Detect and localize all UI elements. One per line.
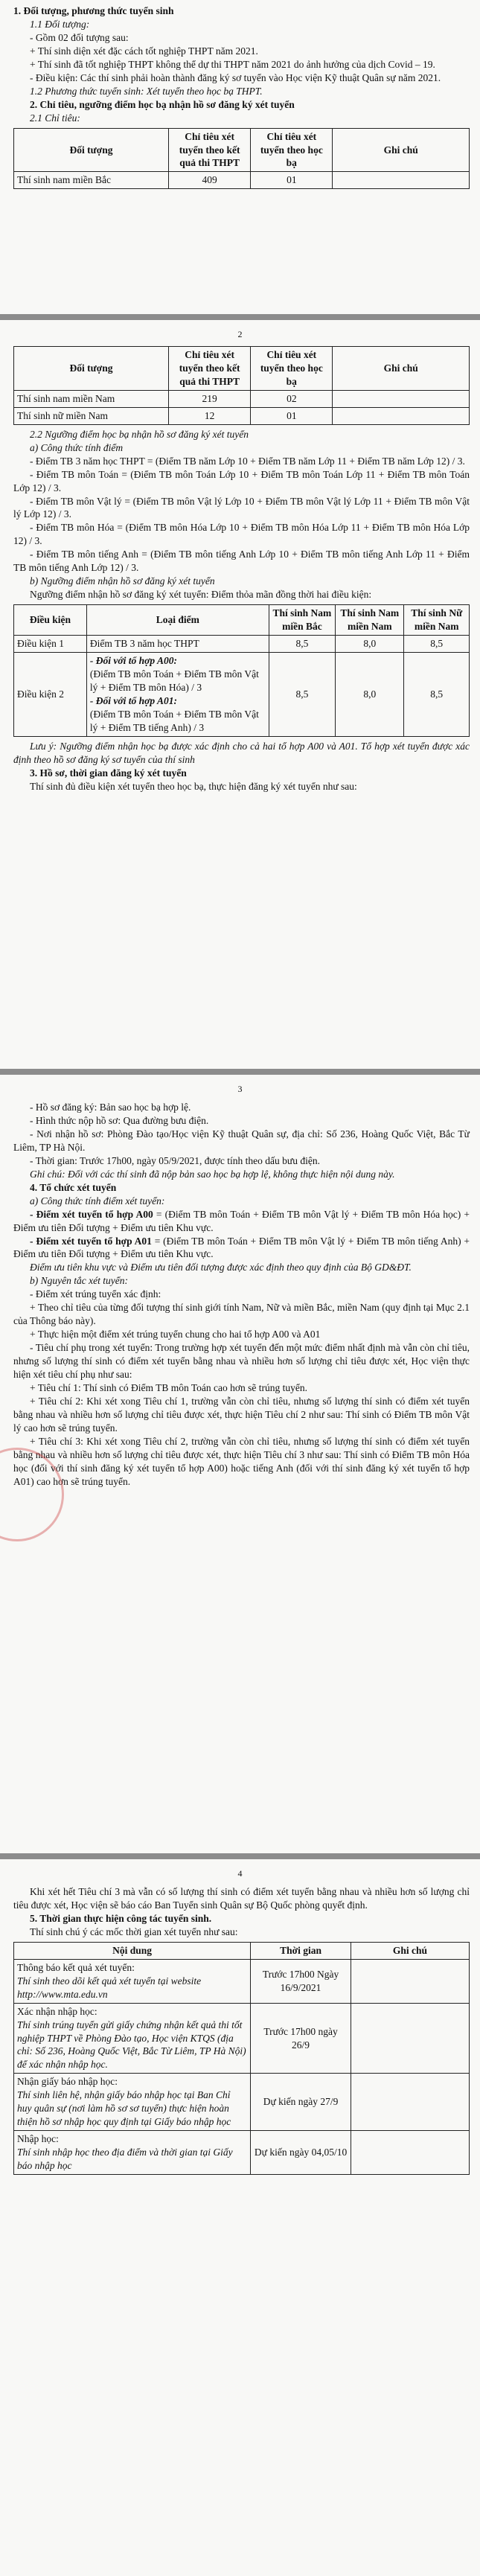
section-heading: 3. Hồ sơ, thời gian đăng ký xét tuyển	[30, 767, 187, 779]
section-heading: 4. Tổ chức xét tuyển	[30, 1181, 117, 1193]
table-header-row	[14, 605, 470, 636]
paragraph: - Điểm TB môn Toán = (Điểm TB môn Toán Lớp 10 + Điểm TB môn Toán Lớp 11 + Điểm TB môn Toán Lớp 12) / 3.	[13, 468, 470, 493]
table-cell	[333, 390, 470, 407]
table-cell: 12	[169, 407, 251, 424]
page-number: 4	[237, 1868, 243, 1879]
paragraph: Thí sinh chú ý các mốc thời gian xét tuyển như sau:	[30, 1925, 238, 1937]
subheading: a) Công thức tính điểm	[30, 441, 124, 453]
subheading: 2.2 Ngưỡng điểm học bạ nhận hồ sơ đăng ký xét tuyển	[30, 428, 249, 440]
paragraph: - Điểm TB môn tiếng Anh = (Điểm TB môn tiếng Anh Lớp 10 + Điểm TB môn tiếng Anh Lớp 11 + Điểm TB môn tiếng Anh Lớp 12) / 3.	[13, 549, 470, 574]
table-cell: Trước 17h00 Ngày 16/9/2021	[251, 1959, 351, 2003]
row-desc: Thí sinh liên hệ, nhận giấy báo nhập học tại Ban Chỉ huy quân sự (nơi làm hồ sơ sơ tuyển) thực hiện hoàn thiện hồ sơ nhập học quy định tại Giấy báo nhập học	[17, 2089, 231, 2128]
table-header: Chỉ tiêu xét tuyển theo học bạ	[251, 347, 333, 391]
paragraph: - Điều kiện: Các thí sinh phải hoàn thành đăng ký sơ tuyển vào Học viện Kỹ thuật Quân sự năm 2021.	[30, 71, 441, 83]
table-cell: 219	[169, 390, 251, 407]
formula-text: = (Điểm TB môn Toán + Điểm TB môn Vật lý + Điểm TB môn Hóa học) + Điểm ưu tiên Đối tượng + Điểm ưu tiên Khu vực.	[13, 1208, 470, 1233]
table-cell: Dự kiến ngày 27/9	[251, 2074, 351, 2131]
table-cell: Điều kiện 1	[14, 636, 87, 653]
paragraph: - Gồm 02 đối tượng sau:	[30, 31, 129, 43]
table-cell: 8,5	[269, 636, 335, 653]
table-cell	[333, 407, 470, 424]
table-cell: 409	[169, 172, 251, 189]
paragraph: Điểm ưu tiên khu vực và Điểm ưu tiên đối tượng được xác định theo quy định của Bộ GD&ĐT.	[30, 1262, 412, 1273]
table-header: Đối tượng	[14, 347, 169, 391]
subheading: a) Công thức tính điểm xét tuyển:	[30, 1195, 165, 1206]
paragraph: + Tiêu chí 3: Khi xét xong Tiêu chí 2, trường vẫn còn chỉ tiêu, nhưng số lượng thí sinh có điểm xét tuyển bằng nhau và nhiều hơn số lượng chỉ tiêu được xét, thực hiện Tiêu chí 3 như sau: Thí sinh có Điểm TB môn Hóa học (đối với thí sinh đăng ký xét tuyển tổ hợp A00) hoặc tiếng Anh (đối với thí sinh đăng ký xét tuyển tổ hợp A01) cao hơn sẽ trúng tuyển.	[13, 1435, 470, 1487]
table-cell: Thí sinh nữ miền Nam	[14, 407, 169, 424]
section-heading: 1. Đối tượng, phương thức tuyển sinh	[13, 5, 174, 16]
table-row	[14, 2003, 470, 2074]
table-header: Thí sinh Nữ miền Nam	[404, 605, 470, 636]
schedule-table	[13, 1942, 470, 2175]
table-cell: 01	[251, 172, 333, 189]
page-3	[0, 1075, 480, 1853]
table-header: Chỉ tiêu xét tuyển theo kết quả thi THPT	[169, 128, 251, 172]
paragraph: + Thí sinh đã tốt nghiệp THPT không thể dự thi THPT năm 2021 do ảnh hưởng của dịch Covid – 19.	[30, 58, 435, 70]
row-desc: Thí sinh nhập học theo địa điểm và thời gian tại Giấy báo nhập học	[17, 2147, 233, 2172]
row-title: Nhận giấy báo nhập học:	[17, 2076, 118, 2088]
paragraph: 1.2 Phương thức tuyển sinh: Xét tuyển theo học bạ THPT.	[30, 85, 263, 97]
table-header: Loại điểm	[86, 605, 269, 636]
paragraph: + Tiêu chí 2: Khi xét xong Tiêu chí 1, trường vẫn còn chỉ tiêu, nhưng số lượng thí sinh có điểm xét tuyển bằng nhau và nhiều hơn số lượng chỉ tiêu được xét, thực hiện Tiêu chí 2 như sau: Thí sinh có Điểm TB môn Vật lý cao hơn sẽ trúng tuyển.	[13, 1395, 470, 1434]
note: Lưu ý: Ngưỡng điểm nhận học bạ được xác định cho cả hai tổ hợp A00 và A01. Tổ hợp xét tuyển được xác định theo hồ sơ đăng ký sơ tuyển của thí sinh	[13, 740, 470, 765]
table-row	[14, 390, 470, 407]
table-cell: 8,5	[269, 653, 335, 737]
table-cell: 8,0	[336, 636, 404, 653]
table-header-row	[14, 1942, 470, 1959]
paragraph: - Điểm TB môn Vật lý = (Điểm TB môn Vật lý Lớp 10 + Điểm TB môn Vật lý Lớp 11 + Điểm TB môn Vật lý Lớp 12) / 3.	[13, 495, 470, 520]
table-header-row	[14, 347, 470, 391]
quota-table	[13, 346, 470, 425]
table-cell: 8,5	[404, 653, 470, 737]
table-header: Thí sinh Nam miền Bắc	[269, 605, 335, 636]
row-title: Nhập học:	[17, 2133, 59, 2145]
page-number: 2	[237, 329, 243, 339]
page-4	[0, 1859, 480, 2576]
table-row	[14, 2131, 470, 2175]
table-cell	[333, 172, 470, 189]
table-header: Ghi chú	[351, 1942, 469, 1959]
subheading: 2.1 Chỉ tiêu:	[30, 112, 80, 124]
table-row	[14, 1959, 470, 2003]
table-cell	[86, 653, 269, 737]
formula-label: - Điểm xét tuyển tổ hợp A00	[30, 1208, 153, 1220]
table-row	[14, 653, 470, 737]
table-cell	[351, 1959, 469, 2003]
table-row	[14, 172, 470, 189]
table-header: Chỉ tiêu xét tuyển theo học bạ	[251, 128, 333, 172]
table-cell: Thí sinh nam miền Nam	[14, 390, 169, 407]
table-cell	[351, 2074, 469, 2131]
table-cell	[14, 2074, 251, 2131]
threshold-table	[13, 604, 470, 737]
cell-text: (Điểm TB môn Toán + Điểm TB môn Vật lý + Điểm TB tiếng Anh) / 3	[89, 708, 259, 733]
paragraph: + Tiêu chí 1: Thí sinh có Điểm TB môn Toán cao hơn sẽ trúng tuyển.	[30, 1382, 308, 1394]
formula	[13, 1235, 470, 1262]
table-header: Thời gian	[251, 1942, 351, 1959]
table-row	[14, 636, 470, 653]
cell-subheading: - Đối với tổ hợp A00:	[89, 655, 178, 667]
formula	[13, 1208, 470, 1235]
cell-subheading: - Đối với tổ hợp A01:	[89, 694, 178, 706]
formula-label: - Điểm xét tuyển tổ hợp A01	[30, 1235, 152, 1247]
paragraph: Khi xét hết Tiêu chí 3 mà vẫn có số lượng thí sinh có điểm xét tuyển bằng nhau và nhiều hơn số lượng chỉ tiêu được xét, Học viện sẽ báo cáo Ban Tuyển sinh Quân sự Bộ Quốc phòng quyết định.	[13, 1886, 470, 1911]
paragraph: + Theo chỉ tiêu của từng đối tượng thí sinh giới tính Nam, Nữ và miền Bắc, miền Nam (quy định tại Mục 2.1 của Thông báo này).	[13, 1302, 470, 1327]
table-cell: Điều kiện 2	[14, 653, 87, 737]
paragraph: - Hồ sơ đăng ký: Bản sao học bạ hợp lệ.	[30, 1102, 191, 1113]
subheading: 1.1 Đối tượng:	[30, 18, 90, 30]
page-number: 3	[237, 1084, 243, 1094]
page-2	[0, 320, 480, 1069]
table-cell: Điểm TB 3 năm học THPT	[86, 636, 269, 653]
paragraph: - Thời gian: Trước 17h00, ngày 05/9/2021, được tính theo dấu bưu điện.	[30, 1154, 320, 1166]
paragraph: + Thực hiện một điểm xét trúng tuyển chung cho hai tổ hợp A00 và A01	[30, 1329, 321, 1340]
quota-table	[13, 128, 470, 190]
paragraph: Ghi chú: Đối với các thí sinh đã nộp bản sao học bạ hợp lệ, không thực hiện nội dung này.	[30, 1168, 395, 1180]
table-row	[14, 2074, 470, 2131]
row-title: Thông báo kết quả xét tuyển:	[17, 1961, 135, 1973]
table-cell: 02	[251, 390, 333, 407]
row-desc: Thí sinh theo dõi kết quả xét tuyển tại website http://www.mta.edu.vn	[17, 1975, 202, 2000]
paragraph: Thí sinh đủ điều kiện xét tuyển theo học bạ, thực hiện đăng ký xét tuyển như sau:	[30, 780, 357, 792]
table-header: Điều kiện	[14, 605, 87, 636]
formula-text: = (Điểm TB môn Toán + Điểm TB môn Vật lý + Điểm TB môn tiếng Anh) + Điểm ưu tiên Đối tượng + Điểm ưu tiên Khu vực.	[13, 1235, 470, 1260]
table-header-row	[14, 128, 470, 172]
table-cell	[14, 1959, 251, 2003]
table-cell	[14, 2003, 251, 2074]
table-cell: Thí sinh nam miền Bắc	[14, 172, 169, 189]
subheading: b) Nguyên tắc xét tuyển:	[30, 1275, 128, 1287]
table-cell	[14, 2131, 251, 2175]
table-header: Chỉ tiêu xét tuyển theo kết quả thi THPT	[169, 347, 251, 391]
paragraph: - Nơi nhận hồ sơ: Phòng Đào tạo/Học viện Kỹ thuật Quân sự, địa chỉ: Số 236, Hoàng Quốc Việt, Bắc Từ Liêm, TP Hà Nội.	[13, 1128, 470, 1153]
page-1	[0, 0, 480, 314]
table-header: Đối tượng	[14, 128, 169, 172]
table-header: Ghi chú	[333, 347, 470, 391]
table-header: Nội dung	[14, 1942, 251, 1959]
paragraph: - Điểm TB 3 năm học THPT = (Điểm TB năm Lớp 10 + Điểm TB năm Lớp 11 + Điểm TB năm Lớp 12) / 3.	[30, 455, 465, 467]
paragraph: - Điểm TB môn Hóa = (Điểm TB môn Hóa Lớp 10 + Điểm TB môn Hóa Lớp 11 + Điểm TB môn Hóa Lớp 12) / 3.	[13, 522, 470, 547]
paragraph: + Thí sinh diện xét đặc cách tốt nghiệp THPT năm 2021.	[30, 45, 258, 57]
table-header: Ghi chú	[333, 128, 470, 172]
paragraph: - Điểm xét trúng tuyển xác định:	[30, 1288, 161, 1300]
table-cell: Trước 17h00 ngày 26/9	[251, 2003, 351, 2074]
table-cell: 8,0	[336, 653, 404, 737]
table-cell	[351, 2003, 469, 2074]
section-heading: 5. Thời gian thực hiện công tác tuyển sinh.	[30, 1912, 212, 1924]
paragraph: - Hình thức nộp hồ sơ: Qua đường bưu điện.	[30, 1114, 209, 1126]
section-heading: 2. Chỉ tiêu, ngưỡng điểm học bạ nhận hồ sơ đăng ký xét tuyển	[30, 98, 295, 110]
table-header: Thí sinh Nam miền Nam	[336, 605, 404, 636]
table-cell: 01	[251, 407, 333, 424]
paragraph: Ngưỡng điểm nhận hồ sơ đăng ký xét tuyển: Điểm thỏa mãn đồng thời hai điều kiện:	[30, 589, 372, 601]
table-cell: 8,5	[404, 636, 470, 653]
row-desc: Thí sinh trúng tuyển gửi giấy chứng nhận kết quả thi tốt nghiệp THPT về Phòng Đào tạo, Học viện KTQS (địa chỉ: Số 236, Hoàng Quốc Việt, Bắc Từ Liêm, TP Hà Nội) để xác nhận nhập học.	[17, 2019, 246, 2071]
paragraph: - Tiêu chí phụ trong xét tuyển: Trong trường hợp xét tuyển đến một mức điểm nhất định mà vẫn còn chỉ tiêu, nhưng số lượng thí sinh có điểm xét tuyển bằng nhau và nhiều hơn số lượng chỉ tiêu được xét, Học viện thực hiện xét tiêu chí phụ như sau:	[13, 1342, 470, 1381]
table-cell	[351, 2131, 469, 2175]
row-title: Xác nhận nhập học:	[17, 2005, 97, 2017]
table-cell: Dự kiến ngày 04,05/10	[251, 2131, 351, 2175]
cell-text: (Điểm TB môn Toán + Điểm TB môn Vật lý + Điểm TB môn Hóa) / 3	[89, 668, 259, 693]
subheading: b) Ngưỡng điểm nhận hồ sơ đăng ký xét tuyển	[30, 575, 215, 587]
table-row	[14, 407, 470, 424]
